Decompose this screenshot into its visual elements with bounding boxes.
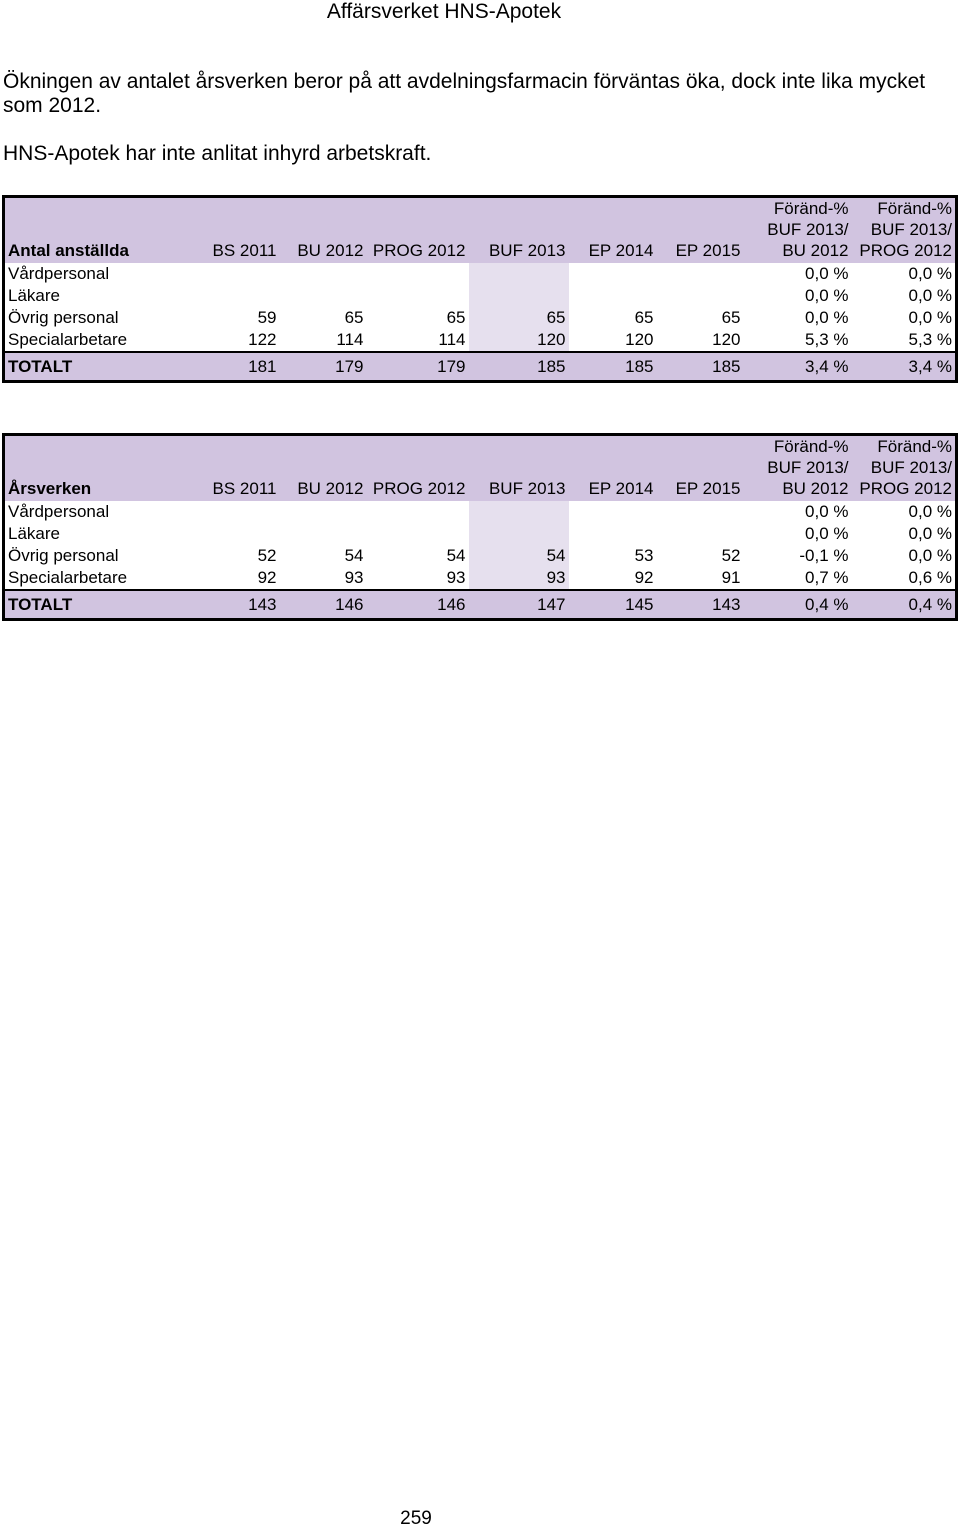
cell-value (469, 501, 569, 523)
intro-text (3, 70, 943, 166)
cell-value: 54 (469, 545, 569, 567)
cell-value: 179 (367, 352, 469, 382)
cell-change-pct-prog: 0,0 % (908, 308, 952, 327)
cell-change-pct-prog: 0,0 % (908, 502, 952, 521)
cell-value: 52 (721, 546, 741, 565)
column-header: BUF 2013 (469, 435, 569, 502)
cell-change-pct-bu: 0,0 % (805, 286, 849, 305)
table-row (4, 567, 957, 590)
cell-value (469, 263, 569, 285)
cell-value: 65 (469, 307, 569, 329)
header-line: BU 2012 (782, 241, 849, 260)
cell-value (657, 263, 744, 285)
column-header-pct1 (744, 435, 852, 502)
column-header-pct2 (852, 197, 957, 264)
cell-value: 59 (257, 308, 277, 327)
cell-value: 146 (280, 590, 367, 620)
cell-change-pct-prog: 0,0 % (908, 546, 952, 565)
cell-value: 65 (446, 308, 466, 327)
cell-change-pct-bu: -0,1 % (799, 546, 849, 565)
cell-value: 147 (469, 590, 569, 620)
cell-change-pct-bu: 0,0 % (805, 308, 849, 327)
cell-value (367, 285, 469, 307)
table-row (4, 307, 957, 329)
cell-value (657, 501, 744, 523)
total-row (4, 352, 957, 382)
intro-paragraph-2: HNS-Apotek har inte anlitat inhyrd arbetskraft. (3, 142, 432, 165)
cell-value (367, 523, 469, 545)
column-header: BU 2012 (280, 435, 367, 502)
table-header-row (4, 197, 957, 264)
header-line: BUF 2013/ (870, 458, 952, 477)
column-header: EP 2015 (657, 197, 744, 264)
row-label: Läkare (8, 524, 60, 543)
column-header: BS 2011 (144, 197, 280, 264)
cell-value: 143 (657, 590, 744, 620)
cell-value: 185 (657, 352, 744, 382)
intro-paragraph-1: Ökningen av antalet årsverken beror på att avdelningsfarmacin förväntas öka, dock inte lika mycket som 2012. (3, 70, 926, 117)
cell-value: 120 (625, 330, 654, 349)
cell-value: 54 (446, 546, 466, 565)
row-label: TOTALT (4, 352, 144, 382)
cell-value (280, 523, 367, 545)
cell-value: 93 (344, 568, 364, 587)
cell-value: 145 (569, 590, 657, 620)
page-header-title: Affärsverket HNS-Apotek (326, 0, 562, 23)
column-header-pct1 (744, 197, 852, 264)
row-label: Specialarbetare (8, 330, 128, 349)
cell-change-pct-bu: 3,4 % (744, 352, 852, 382)
cell-value: 93 (446, 568, 466, 587)
cell-value (569, 263, 657, 285)
header-line: BUF 2013/ (870, 220, 952, 239)
row-label: Övrig personal (8, 308, 119, 327)
cell-change-pct-prog: 0,4 % (852, 590, 957, 620)
cell-value (569, 523, 657, 545)
table-antal-anstallda (2, 195, 958, 383)
table-row (4, 263, 957, 285)
table-row (4, 501, 957, 523)
cell-value (569, 285, 657, 307)
table-row (4, 329, 957, 352)
cell-change-pct-bu: 0,7 % (805, 568, 849, 587)
cell-value: 65 (721, 308, 741, 327)
column-header: PROG 2012 (367, 197, 469, 264)
cell-value: 93 (469, 567, 569, 590)
cell-value (469, 285, 569, 307)
table-title: Årsverken (4, 435, 144, 502)
column-header: BS 2011 (144, 435, 280, 502)
cell-value: 54 (344, 546, 364, 565)
column-header: EP 2015 (657, 435, 744, 502)
cell-change-pct-bu: 5,3 % (805, 330, 849, 349)
cell-value: 114 (336, 330, 364, 349)
column-header: BUF 2013 (469, 197, 569, 264)
cell-value (280, 263, 367, 285)
cell-value: 185 (469, 352, 569, 382)
total-row (4, 590, 957, 620)
column-header: EP 2014 (569, 197, 657, 264)
cell-value: 179 (280, 352, 367, 382)
cell-change-pct-prog: 0,0 % (908, 524, 952, 543)
cell-value: 65 (344, 308, 364, 327)
cell-value (280, 285, 367, 307)
cell-value: 143 (144, 590, 280, 620)
cell-change-pct-bu: 0,0 % (805, 524, 849, 543)
table-header-row (4, 435, 957, 502)
header-line: Föränd-% (773, 199, 849, 218)
cell-change-pct-prog: 0,0 % (908, 264, 952, 283)
cell-value (144, 523, 280, 545)
cell-value: 114 (438, 330, 466, 349)
table-title: Antal anställda (4, 197, 144, 264)
cell-value: 53 (634, 546, 654, 565)
cell-value: 92 (634, 568, 654, 587)
cell-value: 185 (569, 352, 657, 382)
row-label: TOTALT (4, 590, 144, 620)
cell-value (144, 501, 280, 523)
cell-value (144, 263, 280, 285)
header-line: Föränd-% (773, 437, 849, 456)
cell-change-pct-prog: 5,3 % (908, 330, 952, 349)
table-row (4, 545, 957, 567)
cell-value (469, 523, 569, 545)
table-row (4, 523, 957, 545)
table-row (4, 285, 957, 307)
cell-change-pct-prog: 3,4 % (852, 352, 957, 382)
row-label: Vårdpersonal (8, 264, 110, 283)
column-header: EP 2014 (569, 435, 657, 502)
cell-value: 65 (634, 308, 654, 327)
cell-value: 52 (257, 546, 277, 565)
header-line: PROG 2012 (859, 241, 952, 260)
header-line: Föränd-% (877, 437, 952, 456)
cell-value: 146 (367, 590, 469, 620)
cell-value: 122 (248, 330, 277, 349)
cell-value: 181 (144, 352, 280, 382)
cell-value (367, 501, 469, 523)
cell-value: 91 (721, 568, 741, 587)
cell-value: 92 (257, 568, 277, 587)
page-number: 259 (400, 1508, 432, 1529)
header-line: BUF 2013/ (767, 220, 849, 239)
cell-change-pct-prog: 0,0 % (908, 286, 952, 305)
cell-change-pct-bu: 0,0 % (805, 502, 849, 521)
header-line: PROG 2012 (859, 479, 952, 498)
row-label: Övrig personal (8, 546, 119, 565)
header-line: Föränd-% (877, 199, 952, 218)
cell-value (144, 285, 280, 307)
cell-change-pct-prog: 0,6 % (908, 568, 952, 587)
table-arsverken (2, 433, 958, 621)
cell-value (657, 285, 744, 307)
cell-value (657, 523, 744, 545)
column-header: BU 2012 (280, 197, 367, 264)
cell-change-pct-bu: 0,0 % (805, 264, 849, 283)
cell-value (280, 501, 367, 523)
column-header-pct2 (852, 435, 957, 502)
cell-value (367, 263, 469, 285)
row-label: Läkare (8, 286, 60, 305)
cell-value (569, 501, 657, 523)
row-label: Specialarbetare (8, 568, 128, 587)
column-header: PROG 2012 (367, 435, 469, 502)
row-label: Vårdpersonal (8, 502, 110, 521)
cell-value: 120 (712, 330, 741, 349)
cell-value: 120 (469, 329, 569, 352)
header-line: BU 2012 (782, 479, 849, 498)
header-line: BUF 2013/ (767, 458, 849, 477)
cell-change-pct-bu: 0,4 % (744, 590, 852, 620)
